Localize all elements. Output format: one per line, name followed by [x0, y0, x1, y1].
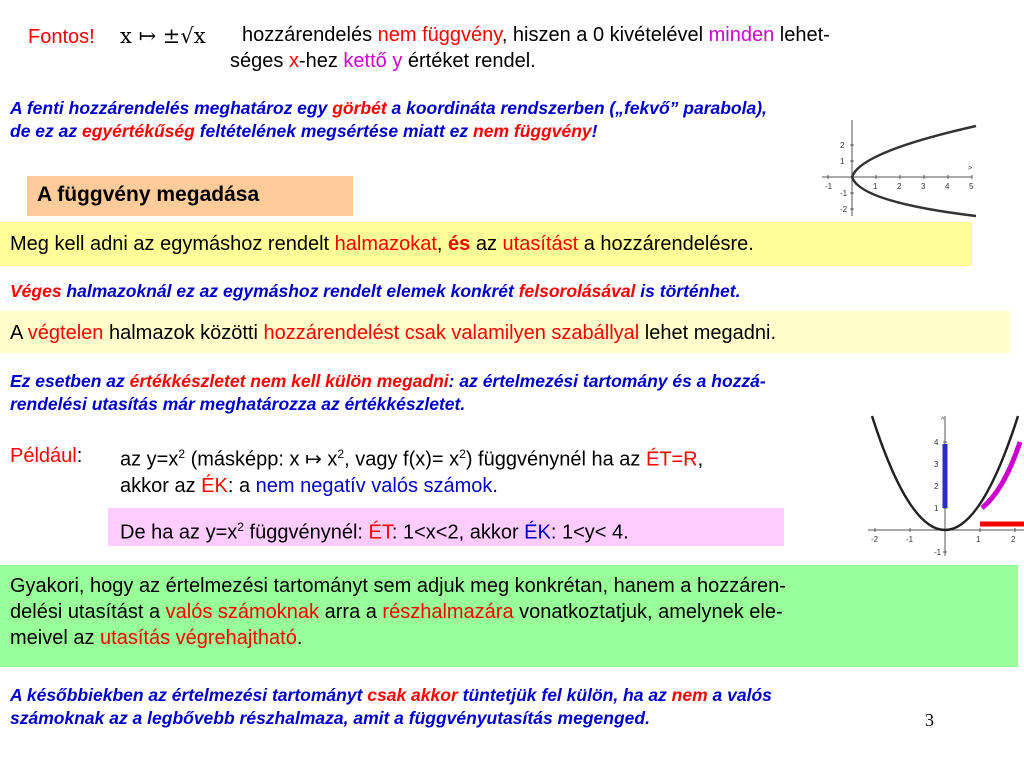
- top-text: hozzárendelés nem függvény, hiszen a 0 kivételével minden lehet- séges x-hez kettő y értéket rendel.: [230, 24, 830, 72]
- section-heading: A függvény megadása: [37, 183, 260, 206]
- graph1-x-tick-label: 4: [945, 182, 950, 191]
- box-requirements: Meg kell adni az egymáshoz rendelt halmazokat, és az utasítást a hozzárendelésre.: [0, 222, 972, 266]
- graph1-x-tick-label: 5: [969, 182, 974, 191]
- graph2-y-arrow: ^: [941, 417, 945, 424]
- graph1-x-tick-label: 1: [873, 182, 878, 191]
- formula: x ↦ ±√x: [120, 24, 206, 48]
- graph1-y-tick-label: -1: [840, 189, 848, 198]
- graph2-x-tick-label: -2: [871, 535, 879, 544]
- box-restricted-domain: De ha az $y=x^2$ függvénynél: ÉT: 1<x<2, akkor ÉK: 1<y< 4.: [108, 508, 784, 546]
- fontos-word: Fontos!: [28, 26, 95, 48]
- note-range: Ez esetben az értékkészletet nem kell külön megadni: az értelmezési tartomány és a hozzá- rendelési utasítás már meghatározza az értékkészletet.: [10, 371, 766, 414]
- graph1-curve: [852, 126, 976, 216]
- sideways-parabola-graph: [818, 112, 978, 218]
- graph1-x-tick-label: -1: [825, 182, 833, 191]
- graph2-x-tick-label: 1: [976, 535, 981, 544]
- note-later: A későbbiekben az értelmezési tartományt csak akkor tüntetjük fel külön, ha az nem a valós számoknak az a legbővebb részhalmaza, amit a függvényutasítás megenged.: [10, 685, 772, 728]
- graph2-y-tick-label: 3: [934, 460, 939, 469]
- box-infinite-sets: A végtelen halmazok közötti hozzárendelést csak valamilyen szabállyal lehet megadni.: [0, 311, 1010, 353]
- graph1-x-arrow: >: [968, 165, 973, 172]
- graph1-x-tick-label: 2: [897, 182, 902, 191]
- graph2-y-tick-label: -1: [934, 548, 942, 557]
- example-text: az $y=x^2$ (másképp: x ↦ $x^2$, vagy $f(x)= x^2$) függvénynél ha az ÉT=R, akkor az ÉK: a nem negatív valós számok.: [120, 447, 704, 497]
- parabola-graph: [864, 412, 1024, 558]
- box-domain-note: Gyakori, hogy az értelmezési tartományt sem adjuk meg konkrétan, hanem a hozzáren- delési utasítást a valós számoknak arra a részhalmazára vonatkoztatjuk, amelynek ele- meivel az utasítás végrehajtható.: [0, 565, 1018, 667]
- graph1-y-tick-label: -2: [840, 205, 848, 214]
- graph1-y-tick-label: 1: [840, 157, 845, 166]
- graph2-y-tick-label: 2: [934, 482, 939, 491]
- graph2-x-tick-label: 2: [1011, 535, 1016, 544]
- page-number: 3: [925, 710, 934, 730]
- graph2-highlight-arc: [982, 442, 1020, 508]
- fontos-label: [28, 24, 95, 50]
- graph2-x-tick-label: -1: [906, 535, 914, 544]
- graph2-y-tick-label: 1: [934, 504, 939, 513]
- graph1-y-tick-label: 2: [840, 141, 845, 150]
- example-label: Például:: [10, 445, 83, 467]
- graph2-y-tick-label: 4: [934, 438, 939, 447]
- section-heading-box: [27, 176, 355, 216]
- graph1-x-tick-label: 3: [921, 182, 926, 191]
- note-finite-sets: Véges halmazoknál ez az egymáshoz rendelt elemek konkrét felsorolásával is történhet.: [10, 281, 741, 301]
- note-parabola: A fenti hozzárendelés meghatároz egy görbét a koordináta rendszerben („fekvő” parabola), de ez az egyértékűség feltételének megsértése miatt ez nem függvény!: [10, 98, 767, 141]
